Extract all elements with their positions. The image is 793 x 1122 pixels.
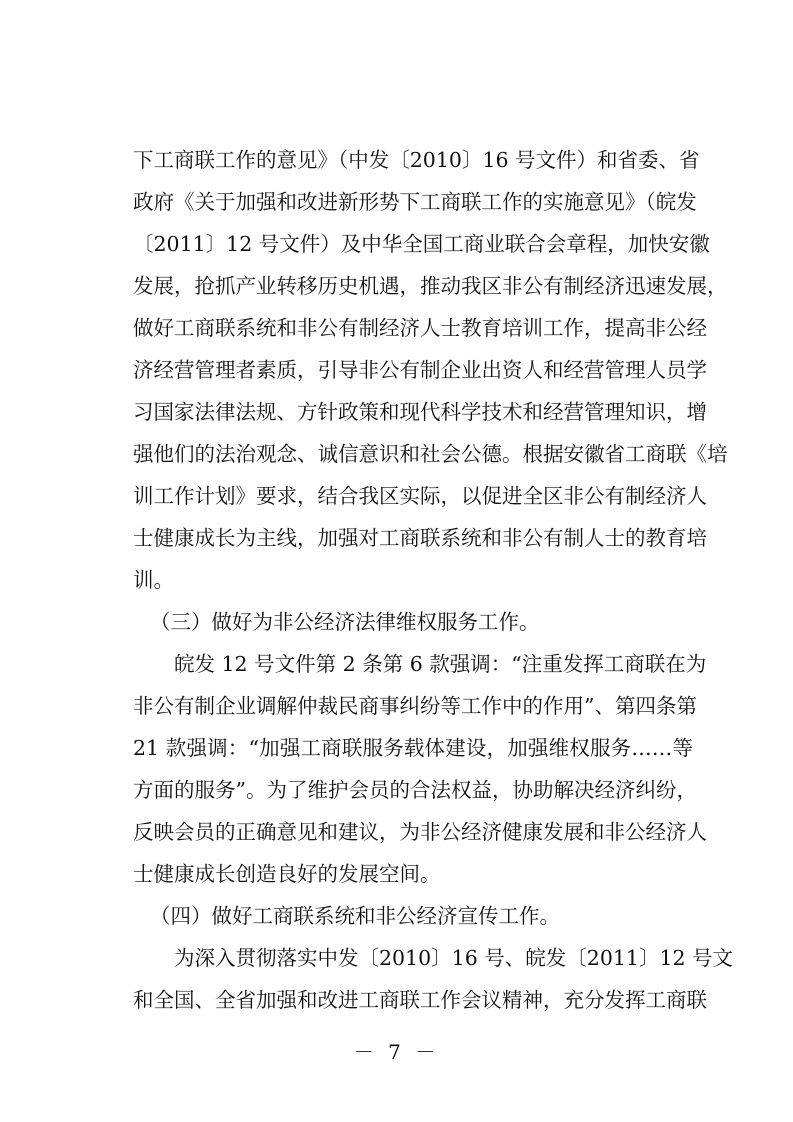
paragraph-line: 皖发 12 号文件第 2 条第 6 款强调：“注重发挥工商联在为 bbox=[174, 652, 707, 676]
paragraph-line: 训。 bbox=[133, 568, 174, 592]
paragraph-line: 下工商联工作的意见》（中发〔2010〕16 号文件）和省委、省 bbox=[133, 148, 700, 172]
paragraph-line: 21 款强调：“加强工商联服务载体建设，加强维权服务……等 bbox=[133, 736, 693, 760]
paragraph-line: 发展，抢抓产业转移历史机遇，推动我区非公有制经济迅速发展， bbox=[133, 274, 728, 298]
paragraph-line: 方面的服务”。为了维护会员的合法权益，协助解决经济纠纷， bbox=[133, 778, 697, 802]
paragraph-line: 训工作计划》要求，结合我区实际，以促进全区非公有制经济人 bbox=[133, 484, 707, 508]
paragraph-line: 做好工商联系统和非公有制经济人士教育培训工作，提高非公经 bbox=[133, 316, 707, 340]
paragraph-line: 反映会员的正确意见和建议，为非公经济健康发展和非公经济人 bbox=[133, 820, 707, 844]
section-heading-3: （三）做好为非公经济法律维权服务工作。 bbox=[150, 610, 540, 634]
paragraph-line: 为深入贯彻落实中发〔2010〕16 号、皖发〔2011〕12 号文 bbox=[174, 946, 734, 970]
page-number: － 7 － bbox=[353, 1040, 440, 1064]
paragraph-line: 习国家法律法规、方针政策和现代科学技术和经营管理知识，增 bbox=[133, 400, 707, 424]
paragraph-line: 士健康成长创造良好的发展空间。 bbox=[133, 862, 441, 886]
paragraph-line: 济经营管理者素质，引导非公有制企业出资人和经营管理人员学 bbox=[133, 358, 707, 382]
section-heading-4: （四）做好工商联系统和非公经济宣传工作。 bbox=[150, 904, 560, 928]
paragraph-line: 非公有制企业调解仲裁民商事纠纷等工作中的作用”、第四条第 bbox=[133, 694, 697, 718]
paragraph-line: 强他们的法治观念、诚信意识和社会公德。根据安徽省工商联《培 bbox=[133, 442, 728, 466]
paragraph-line: 政府《关于加强和改进新形势下工商联工作的实施意见》（皖发 bbox=[133, 190, 697, 214]
paragraph-line: 〔2011〕12 号文件）及中华全国工商业联合会章程，加快安徽 bbox=[133, 232, 710, 256]
paragraph-line: 士健康成长为主线，加强对工商联系统和非公有制人士的教育培 bbox=[133, 526, 707, 550]
paragraph-line: 和全国、全省加强和改进工商联工作会议精神，充分发挥工商联 bbox=[133, 988, 707, 1012]
